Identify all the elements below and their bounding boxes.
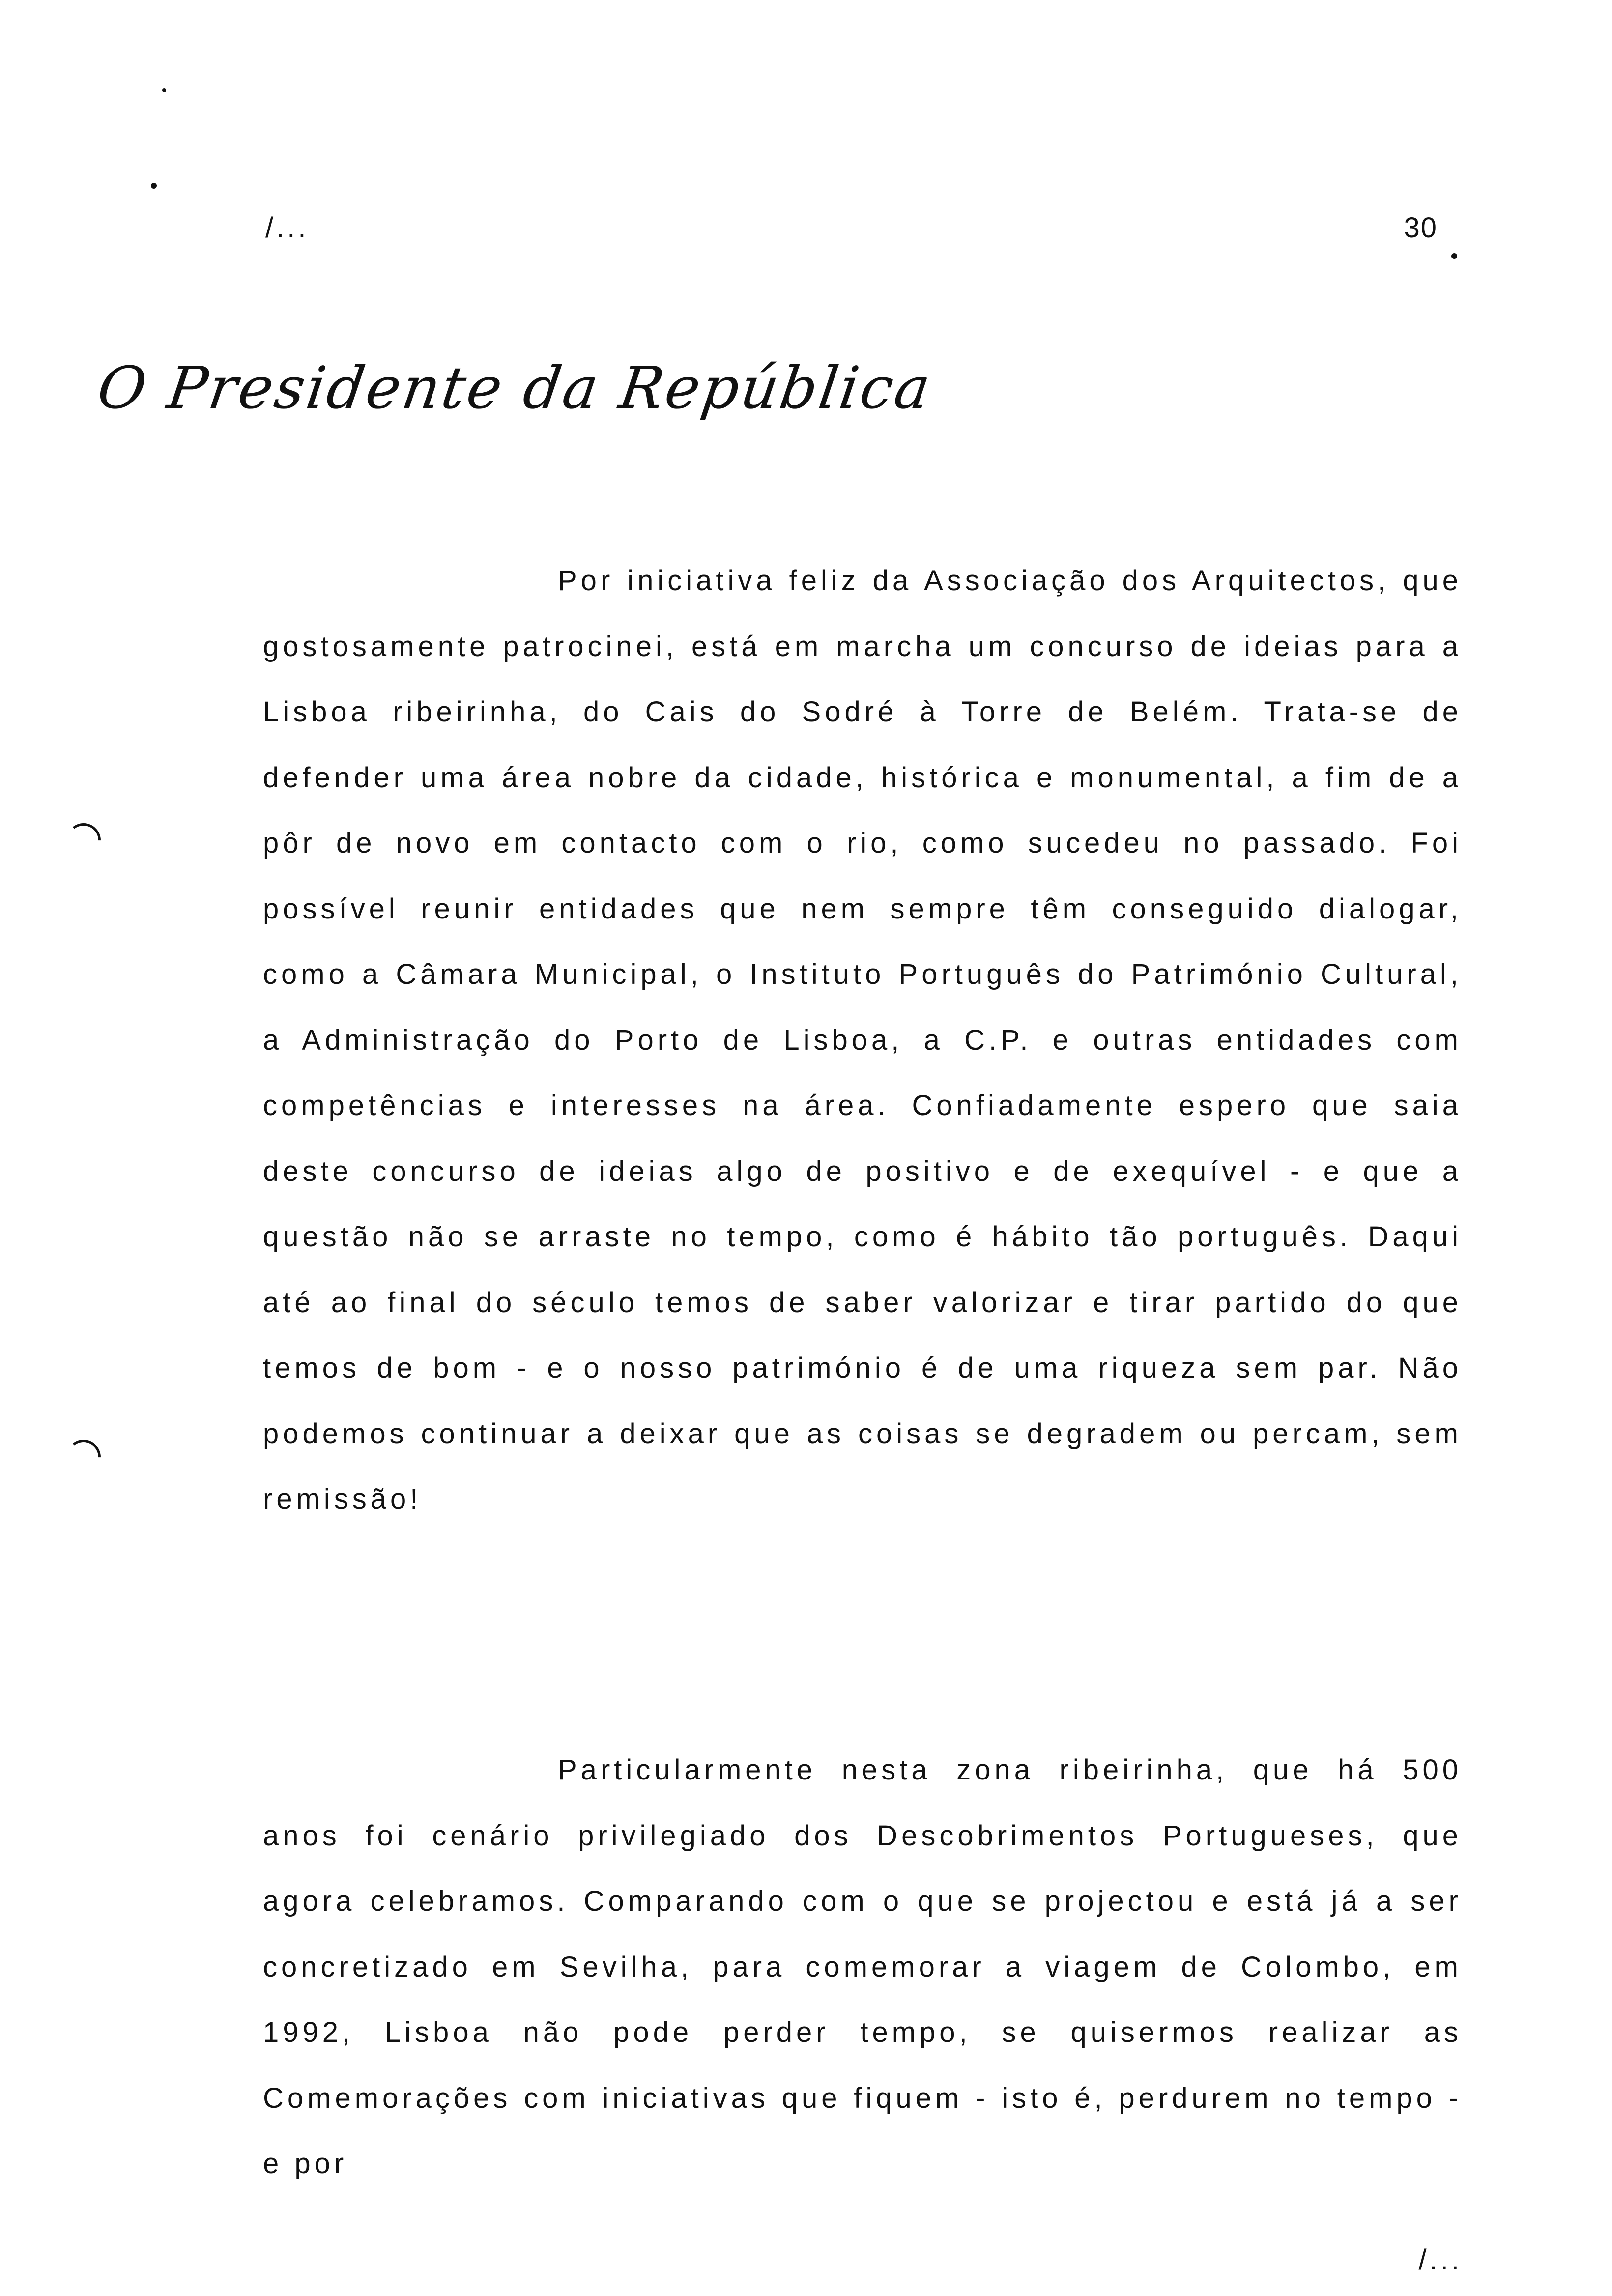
letterhead-title: O Presidente da República (93, 354, 937, 422)
punch-hole-mark (59, 1433, 108, 1482)
scan-dot (151, 183, 157, 189)
page-number: 30 (1404, 212, 1438, 244)
continuation-mark-bottom: /... (1418, 2244, 1462, 2276)
scan-dot (1451, 253, 1457, 259)
body-paragraph-1: Por iniciativa feliz da Associação dos Arquitectos, que gostosamente patrocinei, está em marcha um concurso de ideias para a Lisboa ribeirinha, do Cais do Sodré à Torre de Belém. Trata-se de defender uma área nobre da cidade, histórica e monumental, a fim de a pôr de novo em contacto com o rio, como sucedeu no passado. Foi possível reunir entidades que nem sempre têm conseguido dialogar, como a Câmara Municipal, o Instituto Português do Património Cultural, a Administração do Porto de Lisboa, a C.P. e outras entidades com competências e interesses na área. Confiadamente espero que saia deste concurso de ideias algo de positivo e de exequível - e que a questão não se arraste no tempo, como é hábito tão português. Daqui até ao final do século temos de saber valorizar e tirar partido do que temos de bom - e o nosso património é de uma riqueza sem par. Não podemos continuar a deixar que as coisas se degradem ou percam, sem remissão! (263, 565, 1462, 1515)
scan-dot (162, 88, 166, 92)
continuation-mark-top: /... (265, 212, 309, 244)
punch-hole-mark (59, 816, 108, 865)
body-paragraph-2: Particularmente nesta zona ribeirinha, que há 500 anos foi cenário privilegiado dos Descobrimentos Portugueses, que agora celebramos. Comparando com o que se projectou e está já a ser concretizado em Sevilha, para comemorar a viagem de Colombo, em 1992, Lisboa não pode perder tempo, se quisermos realizar as Comemorações com iniciativas que fiquem - isto é, perdurem no tempo - e por (263, 1754, 1462, 2180)
